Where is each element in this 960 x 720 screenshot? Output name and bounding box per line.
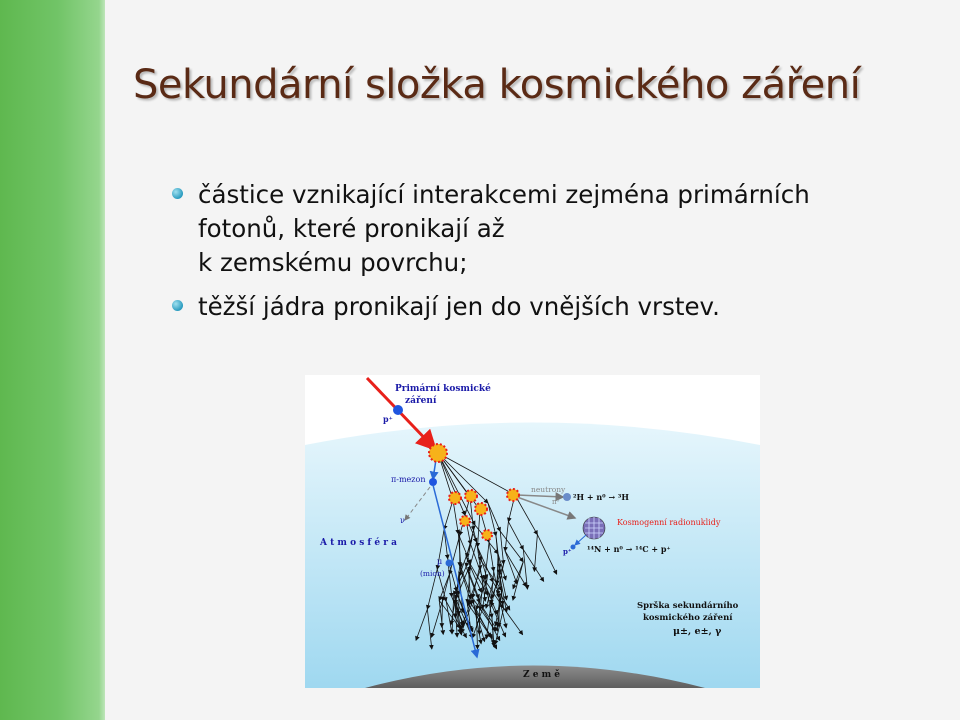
neutrons-label: neutrony — [531, 485, 566, 494]
shower-diagram — [305, 375, 760, 688]
muon-label: μ — [437, 557, 443, 566]
deuterium-icon — [563, 493, 571, 501]
interaction-burst-icon — [449, 492, 461, 504]
deuterium-reaction: ²H + n⁰ → ³H — [573, 492, 629, 502]
bullet-line: fotonů, které pronikají až — [198, 214, 505, 243]
bullet-icon — [172, 188, 183, 199]
muon-note: (mion) — [420, 569, 445, 578]
cosmic-ray-shower-figure — [305, 375, 760, 688]
interaction-burst-icon — [460, 516, 470, 526]
muon-icon — [446, 560, 453, 567]
bullet-line: k zemskému povrchu; — [198, 248, 468, 277]
atmosphere-area — [305, 423, 760, 689]
atmosphere-label: A t m o s f é r a — [320, 538, 397, 548]
neutron-label: n⁰ — [552, 498, 560, 506]
interaction-burst-icon — [507, 489, 519, 501]
shower-label: kosmického záření — [643, 613, 733, 623]
interaction-burst-icon — [482, 530, 492, 540]
earth-label: Z e m ě — [523, 670, 560, 680]
nitrogen-reaction: ¹⁴N + n⁰ → ¹⁴C + p⁺ — [587, 544, 671, 554]
bullet-item — [170, 290, 910, 324]
cosmogenic-label: Kosmogenní radionuklidy — [617, 518, 721, 527]
interaction-burst-icon — [465, 490, 477, 502]
primary-label: záření — [405, 396, 437, 406]
pion-label: π-mezon — [391, 475, 426, 484]
neutrino-label: ν — [400, 516, 405, 525]
shower-label: Sprška sekundárního — [637, 601, 739, 611]
primary-label: Primární kosmické — [395, 384, 491, 394]
interaction-burst-icon — [429, 444, 447, 462]
bullet-line: částice vznikající interakcemi zejména primárních — [198, 180, 810, 209]
side-accent-bar — [0, 0, 105, 720]
proton-label: p⁺ — [383, 414, 393, 424]
bullet-item — [170, 178, 910, 280]
shower-particles: μ±, e±, γ — [673, 626, 722, 637]
slide-title: Sekundární složka kosmického záření — [133, 62, 861, 108]
pion-icon — [429, 478, 437, 486]
proton2-label: p⁺ — [563, 547, 572, 556]
bullet-list — [170, 178, 910, 334]
bullet-icon — [172, 300, 183, 311]
bullet-line: těžší jádra pronikají jen do vnějších vrstev. — [198, 292, 720, 321]
interaction-burst-icon — [475, 503, 487, 515]
proton-icon — [393, 405, 403, 415]
